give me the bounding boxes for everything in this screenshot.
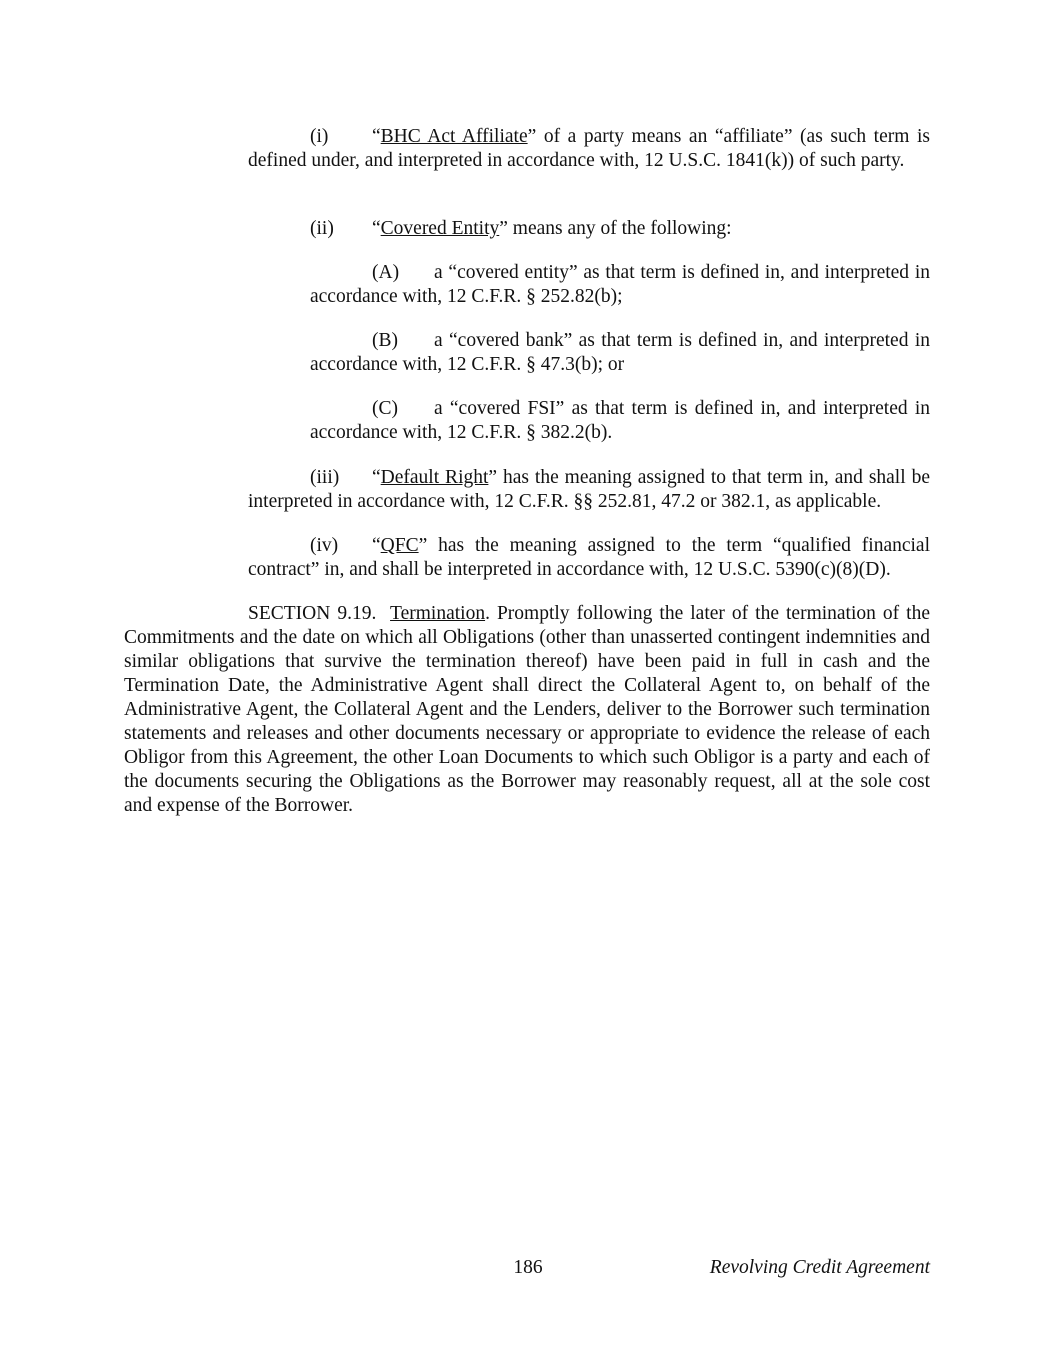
- text: a “covered bank” as that term is defined in, and interpreted in accordance with, 12 C.F.R. § 47.3(b); or: [310, 330, 930, 375]
- term: Default Right: [380, 467, 489, 488]
- term: BHC Act Affiliate: [380, 126, 528, 147]
- definition-bhc-act-affiliate: [248, 125, 930, 173]
- text: ” of a party means an “affiliate” (as such term is defined under, and interpreted in accordance with, 12 U.S.C. 1841(k)) of such party.: [248, 126, 930, 171]
- definition-default-right: [248, 466, 930, 514]
- document-title: Revolving Credit Agreement: [709, 1257, 930, 1278]
- quote: “: [372, 218, 381, 239]
- quote: “: [372, 535, 381, 556]
- text: . Promptly following the later of the termination of the Commitments and the date on which all Obligations (other than unasserted contingent indemnities and similar obligations that survive the termination thereof) have been paid in full in cash and the Termination Date, the Administrative Agent shall direct the Collateral Agent to, on behalf of the Administrative Agent, the Collateral Agent and the Lenders, deliver to the Borrower such termination statements and releases and other documents necessary or appropriate to evidence the release of each Obligor from this Agreement, the other Loan Documents to which such Obligor is a party and each of the documents securing the Obligations as the Borrower may reasonably request, all at the sole cost and expense of the Borrower.: [124, 603, 930, 816]
- subitem-a: [310, 261, 930, 309]
- label: (ii): [310, 218, 334, 239]
- label: (A): [372, 262, 400, 283]
- text: ” means any of the following:: [499, 218, 732, 239]
- term: QFC: [380, 535, 419, 556]
- text: a “covered FSI” as that term is defined in, and interpreted in accordance with, 12 C.F.R. § 382.2(b).: [310, 398, 930, 443]
- section-heading: Termination: [390, 603, 486, 624]
- quote: “: [372, 126, 381, 147]
- label: (iv): [310, 535, 339, 556]
- subitem-c: [310, 397, 930, 445]
- label: (C): [372, 398, 398, 419]
- text: ” has the meaning assigned to that term in, and shall be interpreted in accordance with, 12 C.F.R. §§ 252.81, 47.2 or 382.1, as applicable.: [248, 467, 930, 512]
- definition-qfc: [248, 534, 930, 582]
- text: ” has the meaning assigned to the term “qualified financial contract” in, and shall be interpreted in accordance with, 12 U.S.C. 5390(c)(8)(D).: [248, 535, 930, 580]
- subitem-b: [310, 329, 930, 377]
- section-9-19-termination: [124, 602, 930, 818]
- page-number: 186: [513, 1257, 543, 1278]
- text: a “covered entity” as that term is defined in, and interpreted in accordance with, 12 C.F.R. § 252.82(b);: [310, 262, 930, 307]
- definition-covered-entity: [248, 217, 930, 241]
- label: (i): [310, 126, 329, 147]
- quote: “: [372, 467, 381, 488]
- label: (B): [372, 330, 398, 351]
- term: Covered Entity: [380, 218, 500, 239]
- label: (iii): [310, 467, 340, 488]
- section-label: SECTION 9.19.: [248, 603, 377, 624]
